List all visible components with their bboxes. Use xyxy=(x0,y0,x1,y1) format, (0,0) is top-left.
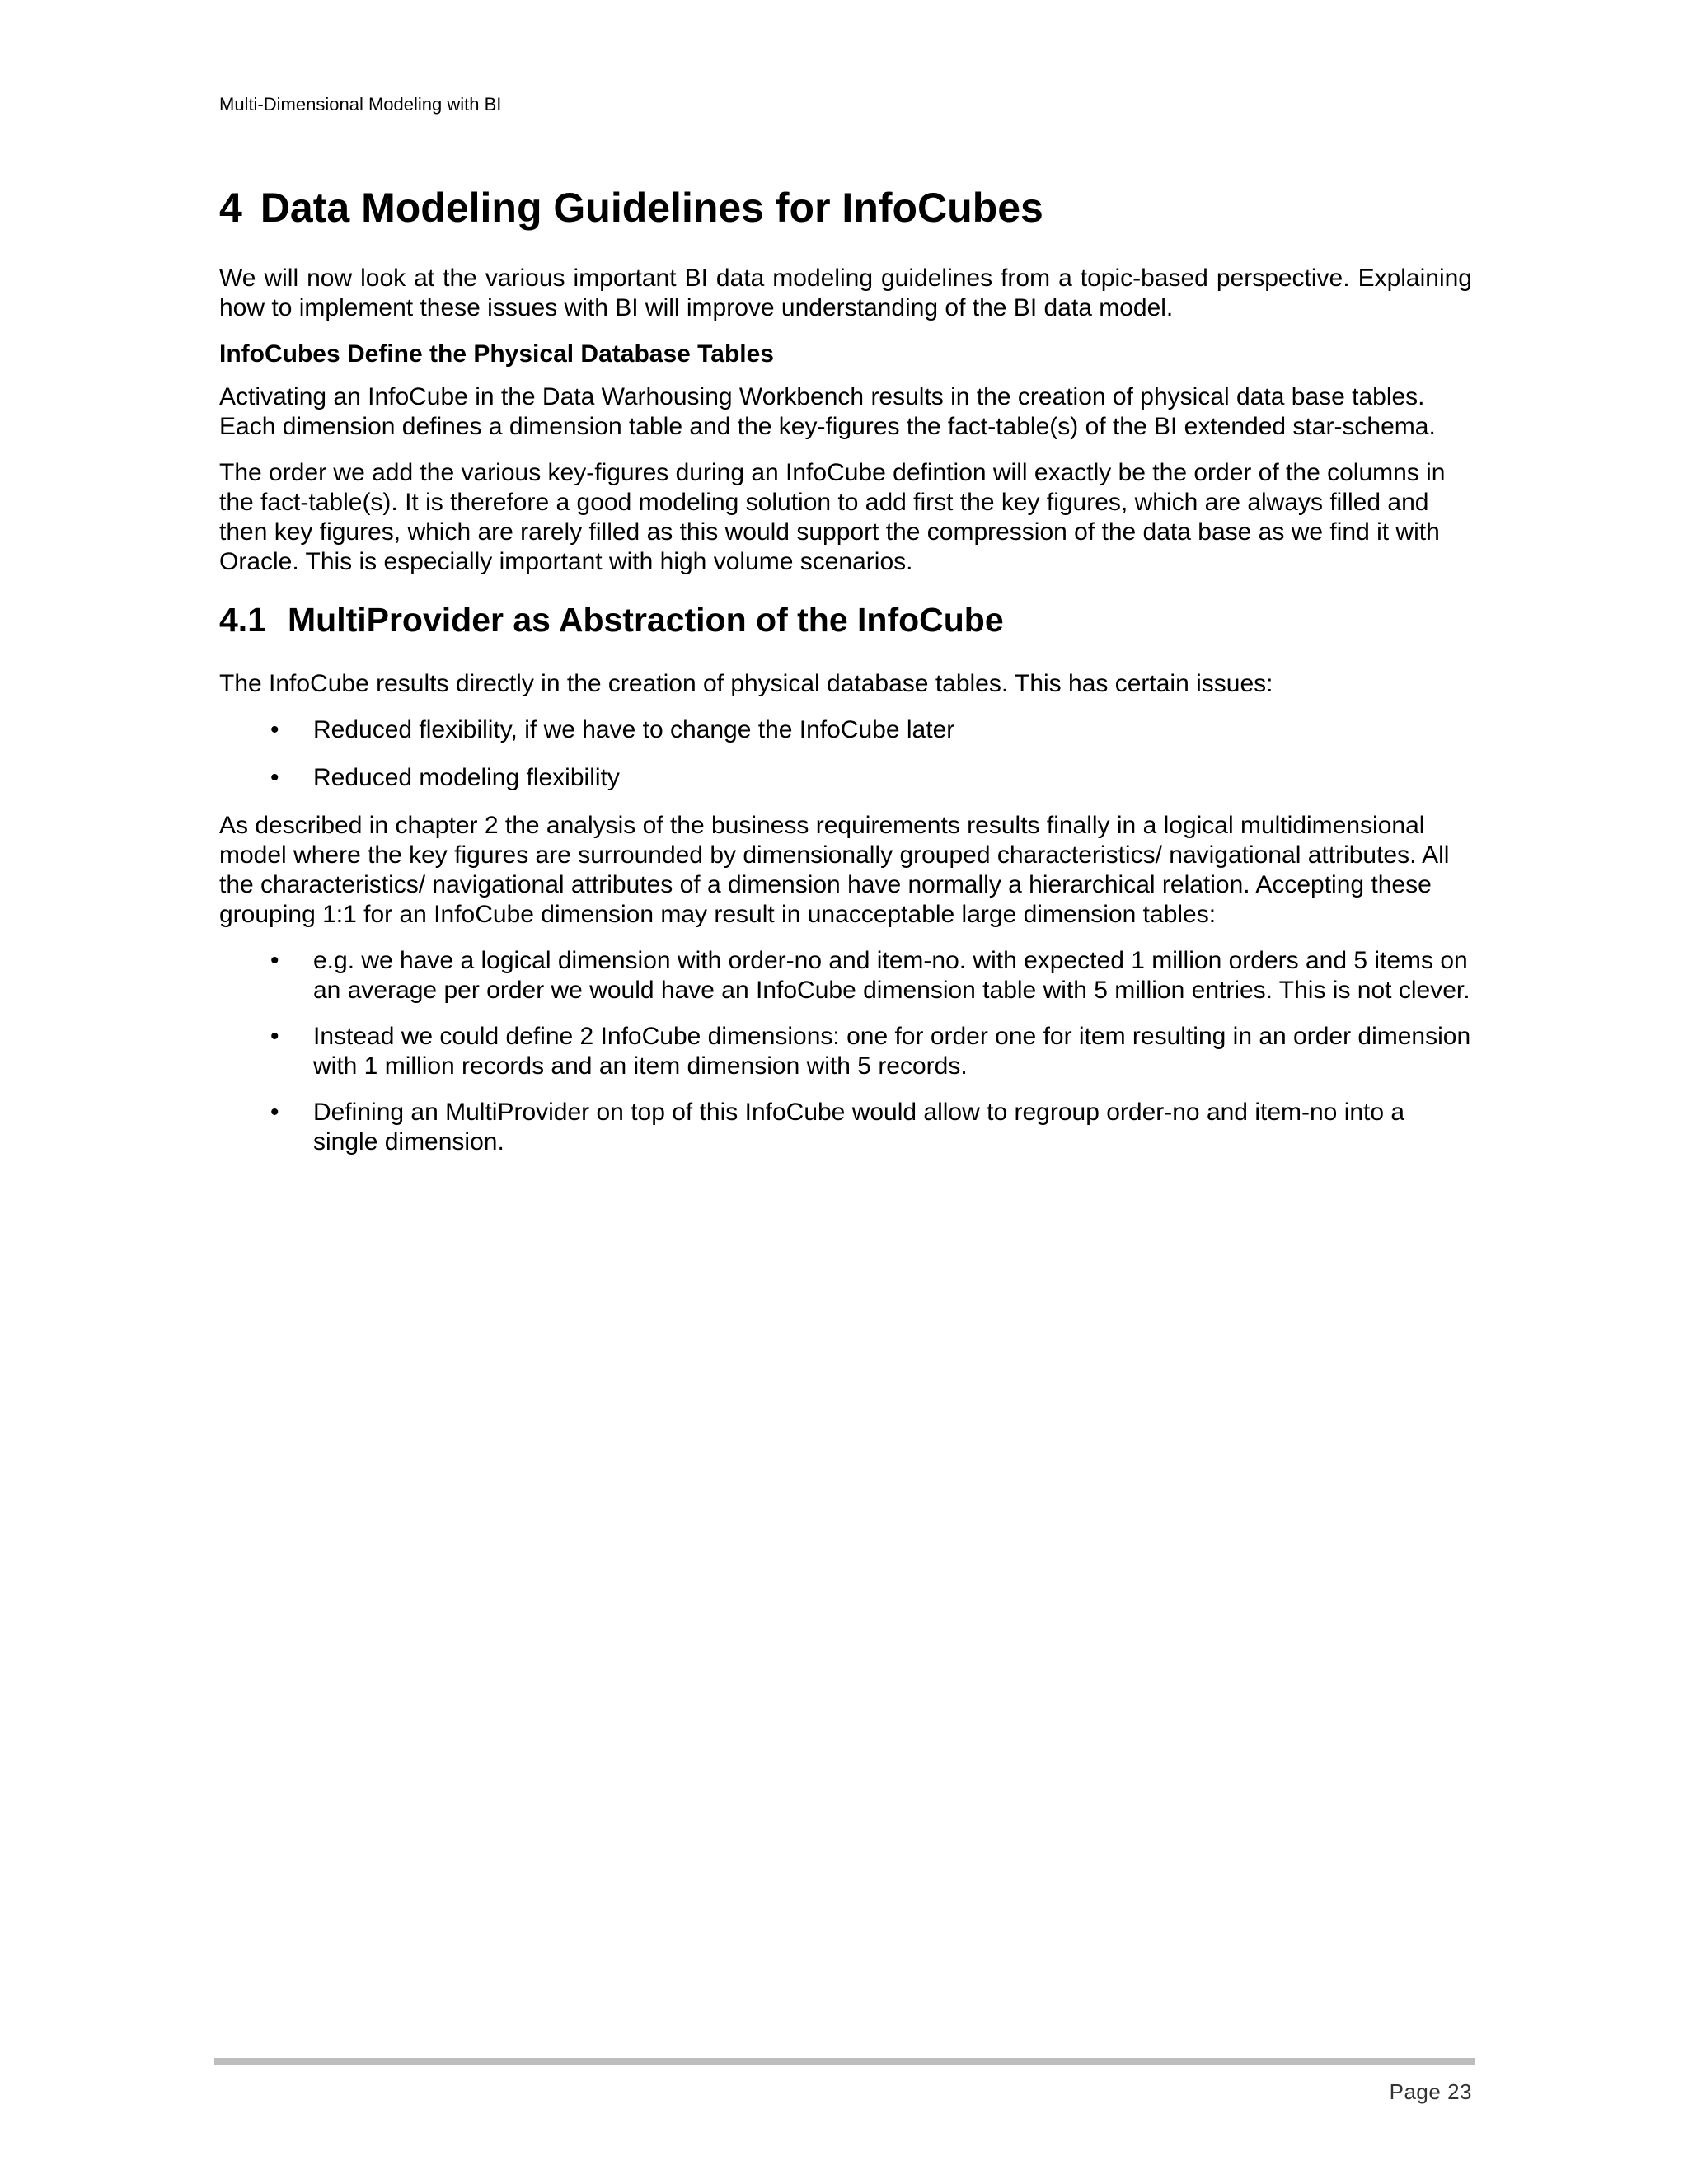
bullet-icon: • xyxy=(270,1023,279,1050)
list-item-text: e.g. we have a logical dimension with order-no and item-no. with expected 1 million orders and 5 items on an average per order we would have an InfoCube dimension table with 5 million entries. This is not clever. xyxy=(313,947,1470,1004)
key-figure-order-paragraph: The order we add the various key-figures during an InfoCube defintion will exactly be the order of the columns in the fact-table(s). It is therefore a good modeling solution to add first the key figures, which are always filled and then key figures, which are rarely filled as this would support the compression of the data base as we find it with Oracle. This is especially important with high volume scenarios. xyxy=(219,459,1446,575)
examples-list xyxy=(219,946,1472,1157)
section-heading xyxy=(219,598,1472,641)
list-item xyxy=(219,763,1472,793)
list-item-text: Reduced flexibility, if we have to change the InfoCube later xyxy=(313,716,955,743)
list-item-text: Reduced modeling flexibility xyxy=(313,764,620,791)
requirements-paragraph: As described in chapter 2 the analysis of the business requirements results finally in a logical multidimensional model where the key figures are surrounded by dimensionally grouped characteristics/ navigational attributes. All the characteristics/ navigational attributes of a dimension have normally a hierarchical relation. Accepting these grouping 1:1 for an InfoCube dimension may result in unacceptable large dimension tables: xyxy=(219,812,1450,928)
chapter-intro-paragraph: We will now look at the various important BI data modeling guidelines from a topic-based perspective. Explaining how to implement these issues with BI will improve understanding of the BI data model. xyxy=(219,265,1472,321)
list-item xyxy=(219,715,1472,745)
physical-tables-paragraph: Activating an InfoCube in the Data Warhousing Workbench results in the creation of physical data base tables. Each dimension defines a dimension table and the key-figures the fact-table(s) of the BI extended star-schema. xyxy=(219,383,1436,440)
chapter-heading xyxy=(219,181,1472,234)
list-item xyxy=(219,1098,1472,1157)
list-item-text: Instead we could define 2 InfoCube dimensions: one for order one for item resulting in an order dimension with 1 million records and an item dimension with 5 records. xyxy=(313,1023,1471,1080)
bullet-icon: • xyxy=(270,716,279,743)
bullet-icon: • xyxy=(270,764,279,791)
chapter-title: Data Modeling Guidelines for InfoCubes xyxy=(260,185,1043,231)
bullet-icon: • xyxy=(270,947,279,974)
section-number: 4.1 xyxy=(219,601,266,639)
issues-list xyxy=(219,715,1472,793)
chapter-number: 4 xyxy=(219,185,242,231)
list-item-text: Defining an MultiProvider on top of this InfoCube would allow to regroup order-no and item-no into a single dimension. xyxy=(313,1099,1405,1155)
running-header: Multi-Dimensional Modeling with BI xyxy=(219,94,502,115)
page-content xyxy=(219,181,1472,1174)
list-item xyxy=(219,946,1472,1005)
subheading: InfoCubes Define the Physical Database Tables xyxy=(219,340,774,368)
section-title: MultiProvider as Abstraction of the InfoCube xyxy=(288,601,1004,639)
issues-intro-paragraph: The InfoCube results directly in the creation of physical database tables. This has certain issues: xyxy=(219,670,1273,697)
footer-divider xyxy=(214,2058,1475,2065)
bullet-icon: • xyxy=(270,1099,279,1126)
list-item xyxy=(219,1022,1472,1081)
page-number: Page 23 xyxy=(1389,2079,1472,2104)
